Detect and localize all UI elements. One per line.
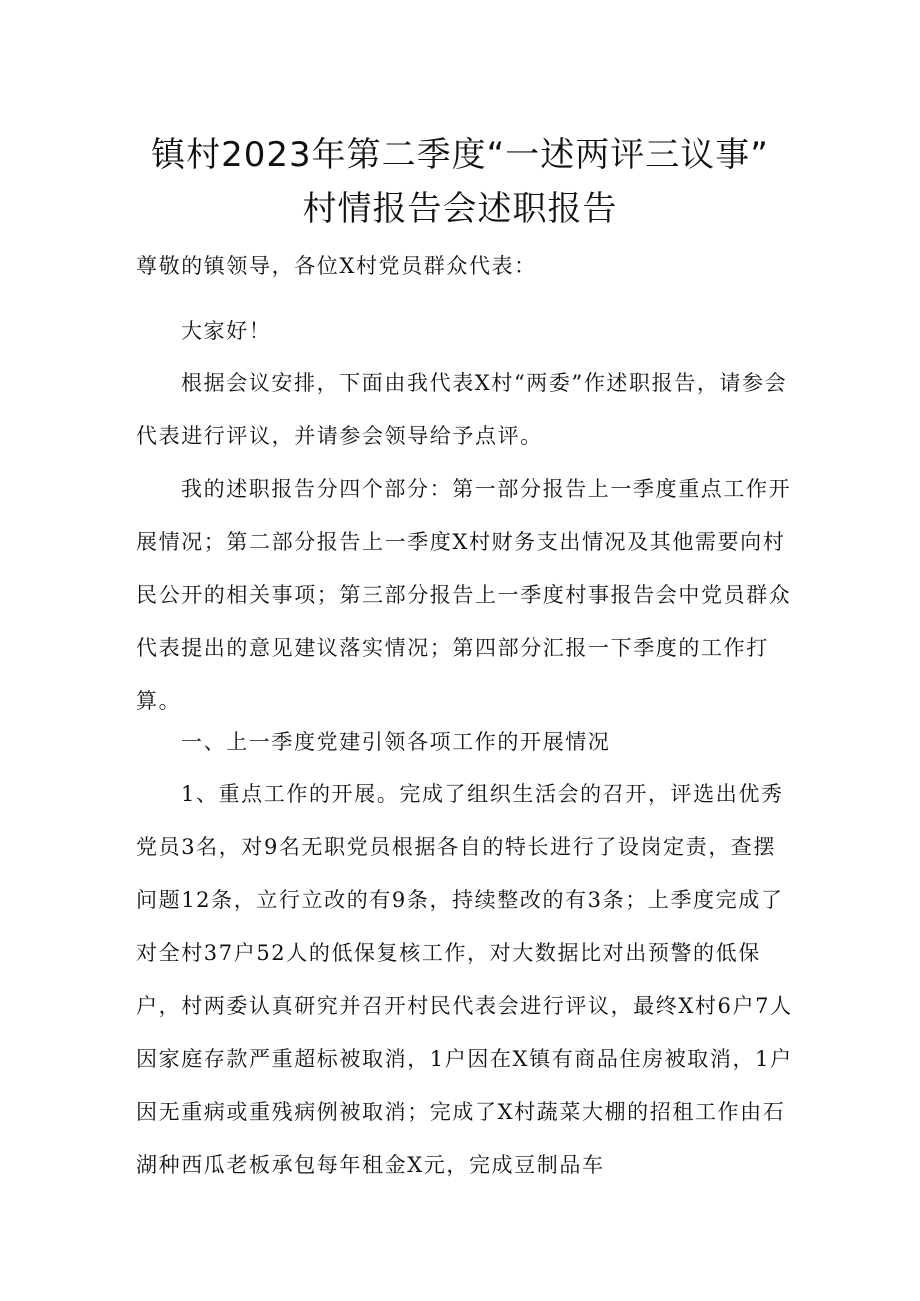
paragraph-outline-text: 我的述职报告分四个部分：第一部分报告上一季度重点工作开展情况；第二部分报告上一季度X村财务支出情况及其他需要向村民公开的相关事项；第三部分报告上一季度村事报告会中党员群众代表提出的意见建议落实情况；第四部分汇报一下季度的工作打算。 [136,477,792,713]
paragraph-key-work-text: 1、重点工作的开展。完成了组织生活会的召开，评选出优秀党员3名，对9名无职党员根据各自的特长进行了设岗定责，查摆问题12条，立行立改的有9条，持续整改的有3条；上季度完成了对全村37户52人的低保复核工作，对大数据比对出预警的低保户，村两委认真研究并召开村民代表会进行评议，最终X村6户7人因家庭存款严重超标被取消，1户因在X镇有商品住房被取消，1户因无重病或重残病例被取消；完成了X村蔬菜大棚的招租工作由石湖种西瓜老板承包每年租金X元，完成豆制品车 [136,782,793,1177]
paragraph-key-work [136,768,796,1192]
paragraph-outline [136,463,796,728]
paragraph-intro [136,357,796,463]
salutation-text: 尊敬的镇领导，各位X村党员群众代表： [136,254,537,278]
document-title-line-2: 村情报告会述职报告 [302,189,618,229]
greeting-text: 大家好！ [181,319,272,343]
section-heading-text: 一、上一季度党建引领各项工作的开展情况 [181,730,611,754]
paragraph-intro-text: 根据会议安排，下面由我代表X村“两委”作述职报告，请参会代表进行评议，并请参会领导给予点评。 [136,371,788,448]
greeting [136,305,796,358]
document-title-line-1: 镇村2023年第二季度“一述两评三议事” [151,135,769,175]
salutation [136,240,796,293]
section-heading [136,716,796,769]
